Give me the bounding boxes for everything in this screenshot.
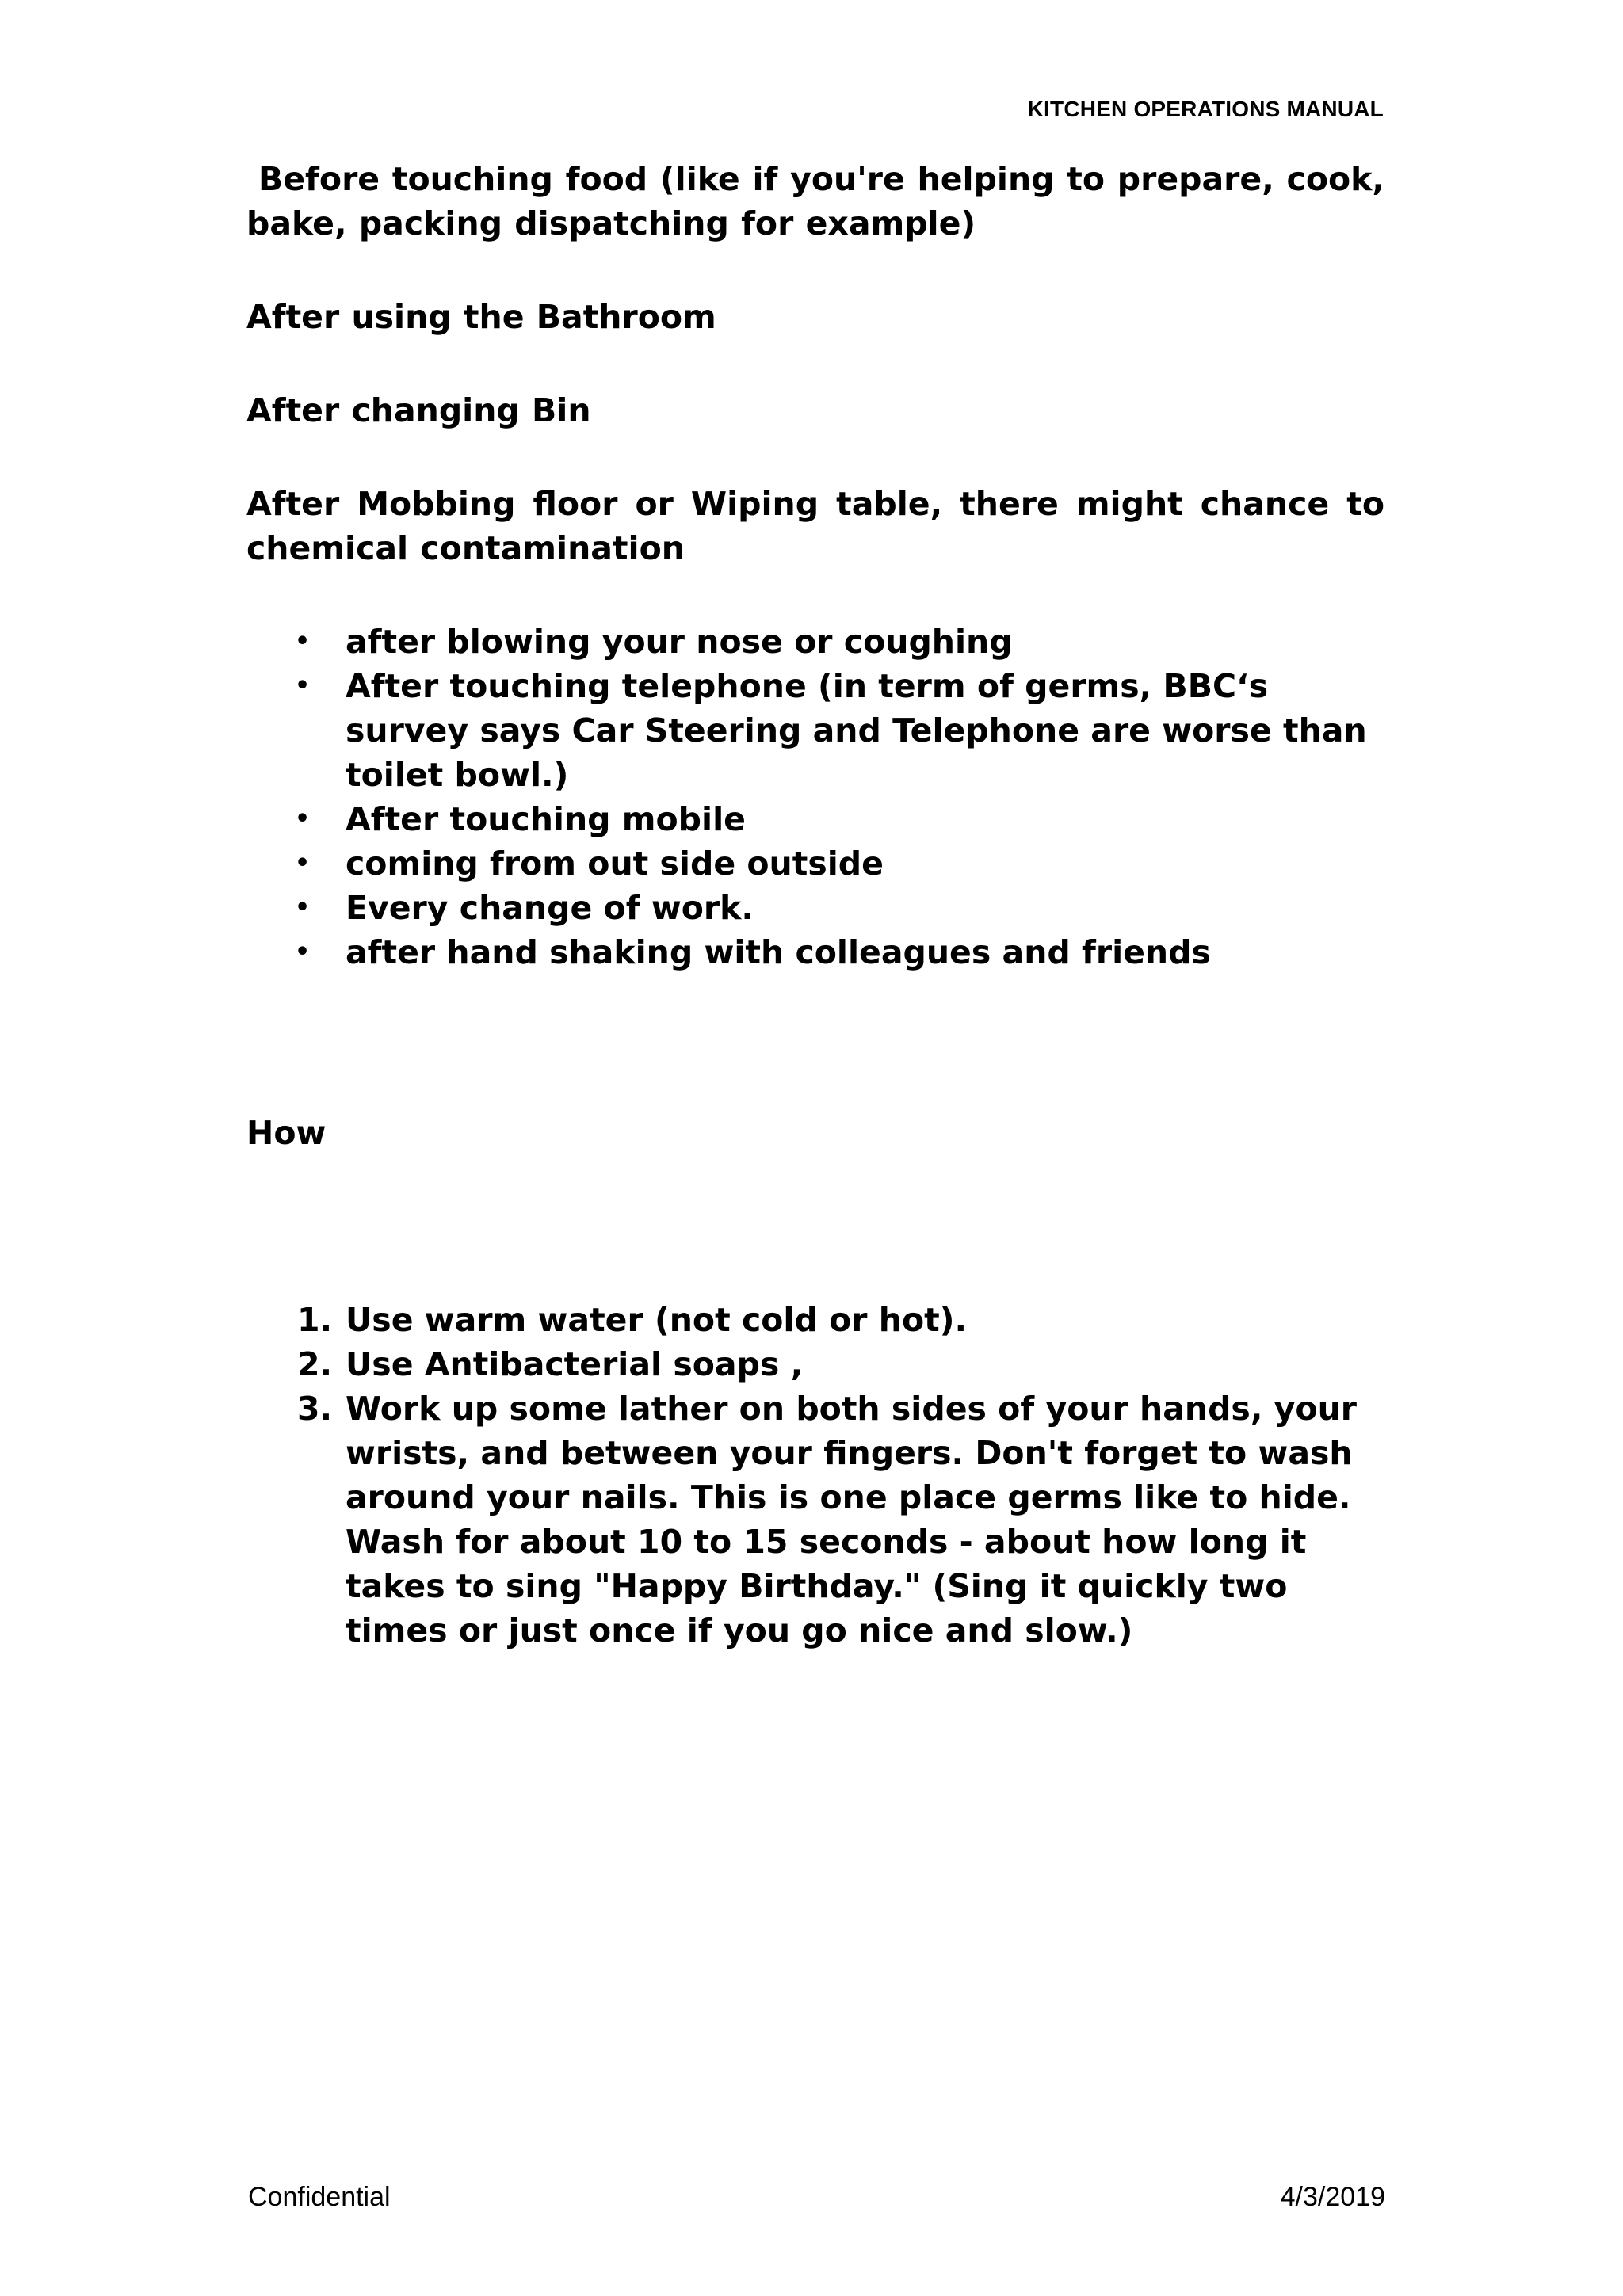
bullet-icon: •: [295, 894, 311, 921]
step-number: 3.: [297, 1390, 333, 1428]
list-item: [246, 930, 1384, 974]
list-item: [246, 664, 1384, 797]
list-item-text: Every change of work.: [346, 889, 754, 927]
paragraph-after-mopping: After Mobbing floor or Wiping table, there might chance to chemical contamination: [246, 485, 1384, 567]
step-text: Use warm water (not cold or hot).: [346, 1301, 968, 1339]
bullet-icon: •: [295, 627, 311, 655]
step-item: [246, 1298, 1384, 1342]
step-number: 2.: [297, 1345, 333, 1383]
bullet-icon: •: [295, 938, 311, 966]
bullet-icon: •: [295, 805, 311, 833]
document-body: [246, 157, 1384, 1650]
paragraph-after-changing-bin: After changing Bin: [246, 391, 591, 429]
list-item: [246, 620, 1384, 664]
footer-confidential: Confidential: [248, 2182, 391, 2212]
bullet-list: [246, 620, 1384, 974]
page-header-title: KITCHEN OPERATIONS MANUAL: [1027, 97, 1384, 121]
paragraph-after-bathroom: After using the Bathroom: [246, 298, 716, 336]
bullet-icon: •: [295, 672, 311, 700]
how-heading: How: [246, 1114, 327, 1152]
footer-date: 4/3/2019: [1280, 2182, 1385, 2212]
list-item-text: After touching telephone (in term of germs, BBC‘s survey says Car Steering and Telephone are worse than toilet bowl.): [346, 667, 1367, 794]
numbered-steps-list: [246, 1298, 1384, 1653]
bullet-icon: •: [295, 849, 311, 877]
list-item-text: after blowing your nose or coughing: [346, 623, 1013, 661]
step-text: Use Antibacterial soaps ,: [346, 1345, 804, 1383]
list-item: [246, 886, 1384, 930]
list-item-text: coming from out side outside: [346, 845, 884, 883]
step-text: Work up some lather on both sides of your hands, your wrists, and between your fingers. Don't forget to wash around your nails. This is one place germs like to hide. Wash for about 10 to 15 seconds - about how long it takes to sing "Happy Birthday." (Sing it quickly two times or just once if you go nice and slow.): [346, 1390, 1357, 1650]
step-item: [246, 1342, 1384, 1386]
step-item: [246, 1386, 1384, 1653]
list-item-text: After touching mobile: [346, 800, 746, 838]
list-item: [246, 841, 1384, 886]
step-number: 1.: [297, 1301, 333, 1339]
list-item-text: after hand shaking with colleagues and friends: [346, 933, 1211, 971]
list-item: [246, 797, 1384, 841]
paragraph-before-touching-food: Before touching food (like if you're helping to prepare, cook, bake, packing dispatching for example): [246, 160, 1384, 242]
